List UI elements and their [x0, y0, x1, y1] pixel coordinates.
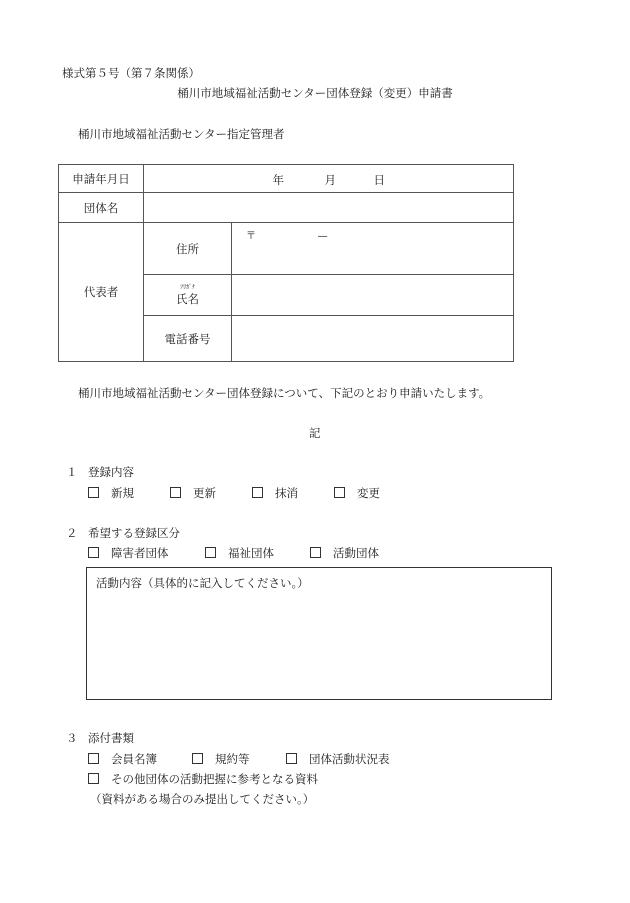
- postal-mark: 〒: [246, 231, 256, 242]
- name-furigana: ﾌﾘｶﾞﾅ: [179, 283, 195, 291]
- section3-note: （資料がある場合のみ提出してください。）: [90, 792, 315, 806]
- ki-heading: 記: [309, 426, 321, 440]
- option-member-list[interactable]: 会員名簿: [88, 752, 192, 766]
- document-title: 桶川市地域福祉活動センター団体登録（変更）申請書: [177, 86, 453, 100]
- section1-options: [88, 486, 380, 500]
- option-new[interactable]: 新規: [88, 486, 170, 500]
- postal-dash: —: [317, 231, 328, 242]
- checkbox-icon[interactable]: [88, 487, 99, 498]
- name-label: 氏名: [176, 291, 199, 306]
- group-name-field[interactable]: [144, 193, 514, 223]
- section2-number: ２: [66, 526, 78, 540]
- name-field[interactable]: [232, 275, 514, 316]
- date-month: 月: [324, 172, 336, 187]
- option-renew[interactable]: 更新: [170, 486, 252, 500]
- name-label-cell: [144, 275, 232, 316]
- representative-label: 代表者: [59, 223, 144, 362]
- date-field[interactable]: [144, 165, 514, 193]
- checkbox-icon[interactable]: [192, 753, 203, 764]
- checkbox-icon[interactable]: [334, 487, 345, 498]
- addressee: 桶川市地域福祉活動センター指定管理者: [78, 127, 285, 141]
- address-field[interactable]: [232, 223, 514, 275]
- date-label: 申請年月日: [59, 165, 144, 193]
- checkbox-icon[interactable]: [310, 547, 321, 558]
- section1-number: １: [66, 465, 78, 479]
- option-activity-report[interactable]: 団体活動状況表: [286, 752, 390, 766]
- checkbox-icon[interactable]: [252, 487, 263, 498]
- checkbox-icon[interactable]: [88, 773, 99, 784]
- section3-options: [88, 752, 390, 766]
- phone-field[interactable]: [232, 316, 514, 362]
- address-label: 住所: [144, 223, 232, 275]
- phone-label: 電話番号: [144, 316, 232, 362]
- date-day: 日: [373, 172, 385, 187]
- option-change[interactable]: 変更: [334, 486, 380, 500]
- application-form-table: [58, 164, 514, 362]
- checkbox-icon[interactable]: [88, 753, 99, 764]
- activity-label: 活動内容（具体的に記入してください。）: [96, 576, 309, 590]
- checkbox-icon[interactable]: [286, 753, 297, 764]
- date-year: 年: [272, 172, 284, 187]
- section1-title: 登録内容: [88, 465, 134, 479]
- option-activity-group[interactable]: 活動団体: [310, 546, 379, 560]
- option-disability-group[interactable]: 障害者団体: [88, 546, 205, 560]
- option-delete[interactable]: 抹消: [252, 486, 334, 500]
- option-welfare-group[interactable]: 福祉団体: [205, 546, 310, 560]
- section2-title: 希望する登録区分: [88, 526, 180, 540]
- section2-options: [88, 546, 379, 560]
- section3-number: ３: [66, 731, 78, 745]
- activity-content-box[interactable]: [86, 567, 552, 700]
- option-other-materials[interactable]: その他団体の活動把握に参考となる資料: [88, 772, 318, 786]
- group-name-label: 団体名: [59, 193, 144, 223]
- request-text: 桶川市地域福祉活動センター団体登録について、下記のとおり申請いたします。: [78, 386, 491, 400]
- option-bylaws[interactable]: 規約等: [192, 752, 286, 766]
- form-number: 様式第５号（第７条関係）: [62, 66, 200, 80]
- checkbox-icon[interactable]: [205, 547, 216, 558]
- checkbox-icon[interactable]: [170, 487, 181, 498]
- checkbox-icon[interactable]: [88, 547, 99, 558]
- section3-title: 添付書類: [88, 731, 134, 745]
